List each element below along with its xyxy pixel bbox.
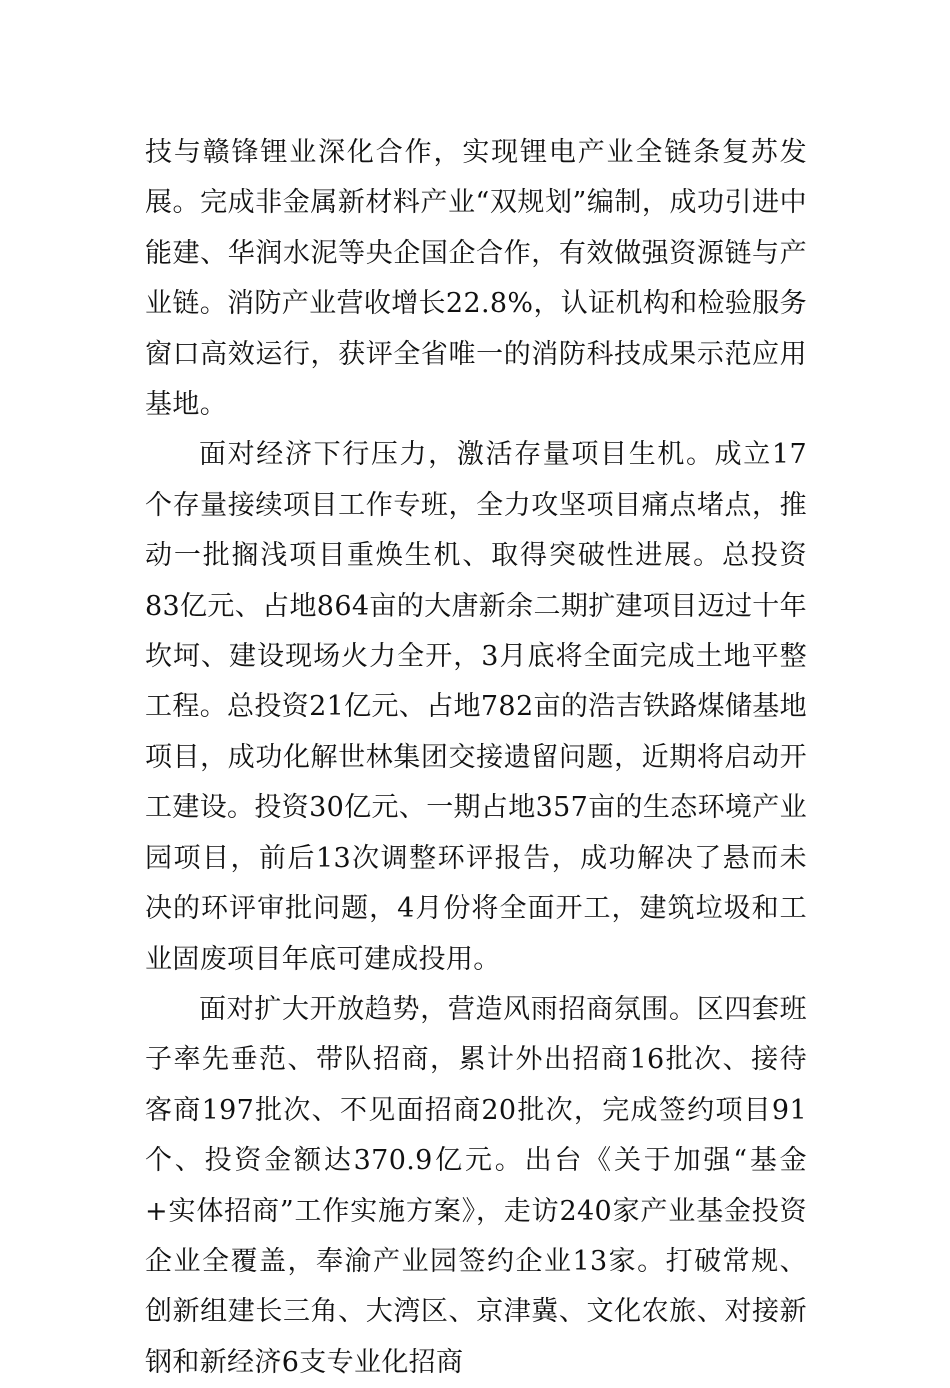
document-body — [145, 128, 807, 1388]
paragraph-existing-projects: 面对经济下行压力，激活存量项目生机。成立17个存量接续项目工作专班，全力攻坚项目痛点堵点，推动一批搁浅项目重焕生机、取得突破性进展。总投资83亿元、占地864亩的大唐新余二期扩建项目迈过十年坎坷、建设现场火力全开，3月底将全面完成土地平整工程。总投资21亿元、占地782亩的浩吉铁路煤储基地项目，成功化解世林集团交接遗留问题，近期将启动开工建设。投资30亿元、一期占地357亩的生态环境产业园项目，前后13次调整环评报告，成功解决了悬而未决的环评审批问题，4月份将全面开工，建筑垃圾和工业固废项目年底可建成投用。 — [145, 439, 807, 975]
paragraph-investment-promotion: 面对扩大开放趋势，营造风雨招商氛围。区四套班子率先垂范、带队招商，累计外出招商16批次、接待客商197批次、不见面招商20批次，完成签约项目91个、投资金额达370.9亿元。出台《关于加强“基金+实体招商”工作实施方案》，走访240家产业基金投资企业全覆盖，奉渝产业园签约企业13家。打破常规、创新组建长三角、大湾区、京津冀、文化农旅、对接新钢和新经济6支专业化招商 — [145, 993, 807, 1378]
paragraph-lithium-industry: 技与赣锋锂业深化合作，实现锂电产业全链条复苏发展。完成非金属新材料产业“双规划”编制，成功引进中能建、华润水泥等央企国企合作，有效做强资源链与产业链。消防产业营收增长22.8%，认证机构和检验服务窗口高效运行，获评全省唯一的消防科技成果示范应用基地。 — [145, 137, 807, 421]
